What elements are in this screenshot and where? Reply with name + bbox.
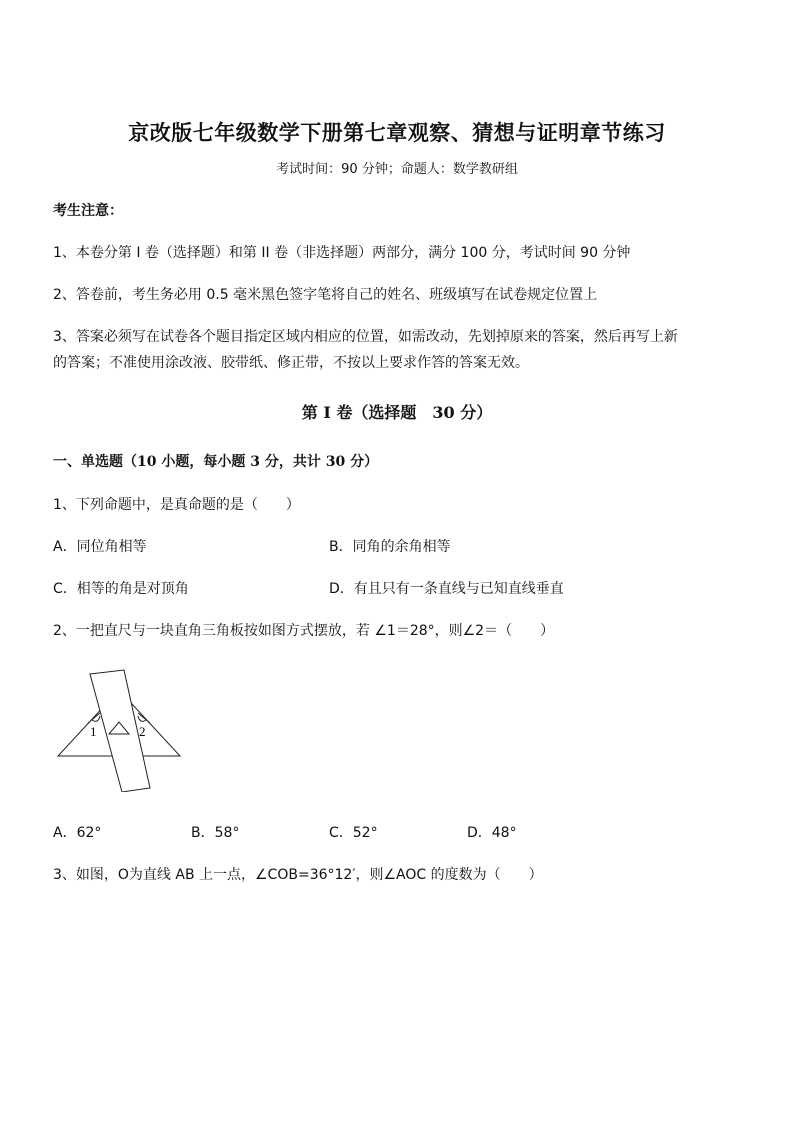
- question-2-option-b: B．58°: [191, 825, 240, 841]
- question-3-stem: 3、如图，O为直线 AB 上一点，∠COB=36°12′，则∠AOC 的度数为（ ）: [53, 867, 543, 883]
- ruler-triangle-figure: [52, 668, 184, 792]
- notice-item-2: 2、答卷前，考生务必用 0.5 毫米黑色签字笔将自己的姓名、班级填写在试卷规定位置上: [53, 287, 598, 303]
- question-1-option-a: A．同位角相等: [53, 539, 147, 555]
- section-title: 第 I 卷（选择题 30 分）: [301, 403, 493, 422]
- notice-item-1: 1、本卷分第 I 卷（选择题）和第 II 卷（非选择题）两部分，满分 100 分，考试时间 90 分钟: [53, 245, 631, 261]
- section-subtitle: 一、单选题（10 小题，每小题 3 分，共计 30 分）: [53, 454, 379, 470]
- exam-info: 考试时间：90 分钟；命题人：数学教研组: [276, 162, 518, 177]
- question-2-option-a: A．62°: [53, 825, 102, 841]
- question-2-stem: 2、一把直尺与一块直角三角板按如图方式摆放，若 ∠1＝28°，则∠2＝（ ）: [53, 623, 555, 639]
- question-1-stem: 1、下列命题中，是真命题的是（ ）: [53, 497, 300, 513]
- angle-2-label: 2: [139, 724, 146, 739]
- question-2-option-c: C．52°: [329, 825, 378, 841]
- question-1-option-c: C．相等的角是对顶角: [53, 581, 189, 597]
- notice-item-3: 3、答案必须写在试卷各个题目指定区域内相应的位置，如需改动，先划掉原来的答案，然后再写上新: [53, 329, 678, 345]
- page-title: 京改版七年级数学下册第七章观察、猜想与证明章节练习: [128, 120, 666, 145]
- angle-1-label: 1: [90, 724, 97, 739]
- question-1-option-d: D．有且只有一条直线与已知直线垂直: [329, 581, 564, 597]
- question-1-option-b: B．同角的余角相等: [329, 539, 451, 555]
- notice-heading: 考生注意：: [53, 203, 123, 219]
- notice-item-3-cont: 的答案；不准使用涂改液、胶带纸、修正带，不按以上要求作答的答案无效。: [53, 355, 529, 371]
- question-2-option-d: D．48°: [467, 825, 517, 841]
